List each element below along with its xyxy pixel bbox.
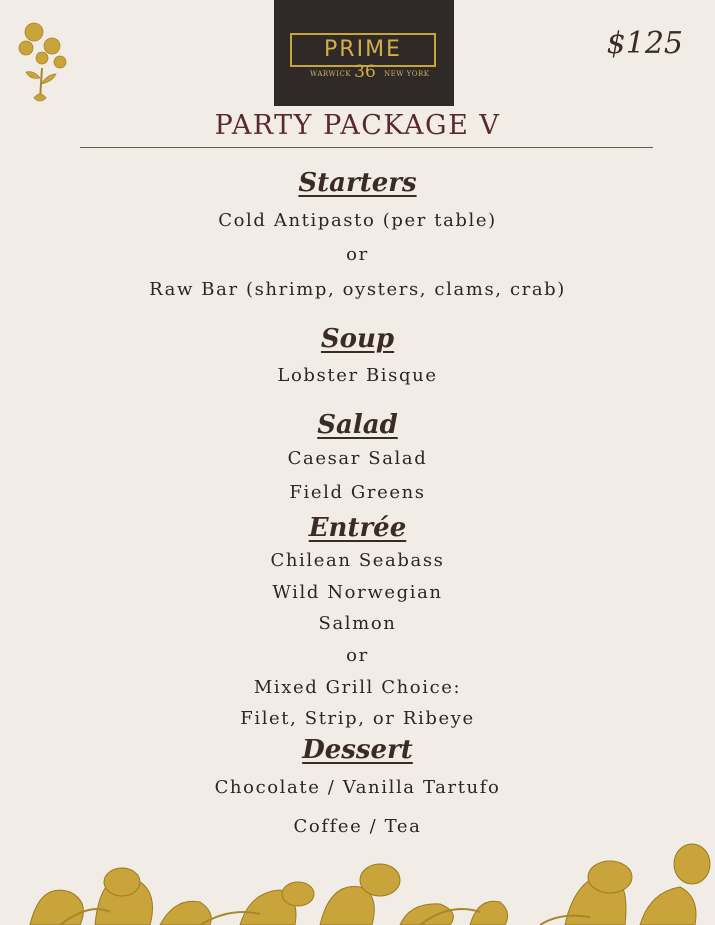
menu-item: Cold Antipasto (per table): [218, 210, 497, 231]
logo-number: 36: [354, 62, 376, 82]
menu-item: Mixed Grill Choice:: [253, 677, 462, 698]
package-price: $125: [606, 26, 683, 61]
menu-item: Coffee / Tea: [293, 816, 422, 837]
logo-location-right: NEW YORK: [384, 70, 430, 78]
menu-item: or: [346, 244, 369, 265]
logo-word: PRIME: [324, 37, 402, 62]
logo-location-left: WARWICK: [310, 70, 352, 78]
gold-flower-bouquet-icon: [12, 18, 74, 113]
menu-item: Salmon: [318, 613, 397, 634]
section-heading-salad: Salad: [317, 410, 398, 440]
section-heading-dessert: Dessert: [302, 735, 413, 765]
menu-item: Caesar Salad: [287, 448, 428, 469]
gold-floral-border-icon: [0, 842, 715, 925]
menu-item: Filet, Strip, or Ribeye: [240, 708, 475, 729]
menu-item: Raw Bar (shrimp, oysters, clams, crab): [149, 279, 566, 300]
restaurant-logo: [274, 0, 454, 106]
menu-item: Chocolate / Vanilla Tartufo: [214, 777, 501, 798]
package-title: PARTY PACKAGE V: [214, 110, 501, 141]
menu-item: Chilean Seabass: [270, 550, 445, 571]
section-heading-starters: Starters: [298, 168, 417, 198]
menu-item: or: [346, 645, 369, 666]
title-divider: [80, 147, 653, 148]
section-heading-soup: Soup: [320, 324, 395, 354]
menu-item: Wild Norwegian: [272, 582, 443, 603]
section-heading-entree: Entrée: [308, 513, 407, 543]
menu-item: Field Greens: [289, 482, 426, 503]
menu-item: Lobster Bisque: [277, 365, 438, 386]
